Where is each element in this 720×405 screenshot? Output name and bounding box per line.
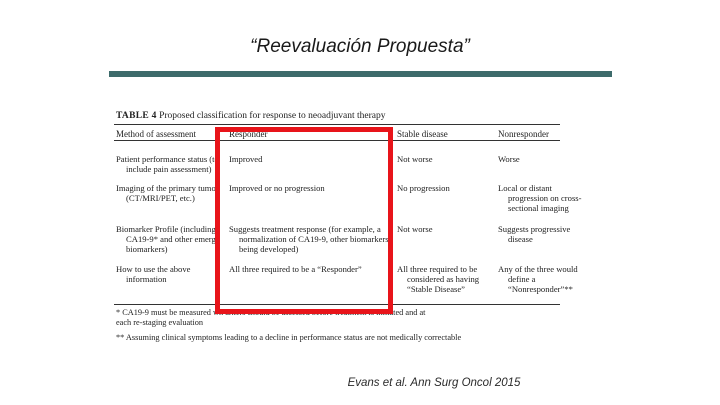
row1-stable: Not worse	[397, 154, 433, 164]
header-nonresponder: Nonresponder	[498, 129, 549, 139]
row1-method	[116, 154, 219, 174]
citation: Evans et al. Ann Surg Oncol 2015	[347, 377, 521, 389]
row2-nonresponder-line2: progression on cross-	[508, 193, 582, 203]
row3-stable: Not worse	[397, 224, 433, 234]
title-accent-bar	[109, 71, 612, 77]
row3-responder-line3: being developed)	[239, 244, 299, 254]
row3-method	[116, 224, 218, 254]
row4-stable-line3: “Stable Disease”	[407, 284, 465, 294]
row4-nonresponder-line1: Any of the three would	[498, 264, 578, 274]
row4-stable-line2: considered as having	[407, 274, 480, 284]
row2-method-line1: Imaging of the primary tumor	[116, 183, 219, 193]
header-responder: Responder	[229, 129, 268, 139]
row3-nonresponder-line1: Suggests progressive	[498, 224, 571, 234]
row2-nonresponder	[498, 183, 582, 213]
row3-method-line1: Biomarker Profile (including	[116, 224, 216, 234]
slide-title: “Reevaluación Propuesta”	[250, 36, 470, 57]
table-caption-label: TABLE 4	[116, 111, 157, 121]
row4-stable-line1: All three required to be	[397, 264, 478, 274]
row1-method-line2: include pain assessment)	[126, 164, 212, 174]
row4-stable	[397, 264, 479, 294]
row2-method-line2: (CT/MRI/PET, etc.)	[126, 193, 195, 203]
row2-method	[116, 183, 219, 203]
row4-method-line1: How to use the above	[116, 264, 191, 274]
table-caption	[116, 111, 385, 121]
row4-method-line2: information	[126, 274, 167, 284]
footnote-1-cont: each re-staging evaluation	[116, 318, 204, 327]
row2-nonresponder-line3: sectional imaging	[508, 203, 569, 213]
table-top-rule	[114, 124, 560, 125]
row3-method-line2: CA19-9* and other emergi	[126, 234, 219, 244]
row2-stable: No progression	[397, 183, 450, 193]
row1-nonresponder: Worse	[498, 154, 520, 164]
header-stable: Stable disease	[397, 129, 448, 139]
row4-nonresponder-line2: define a	[508, 274, 536, 284]
table-caption-text: Proposed classification for response to neoadjuvant therapy	[159, 111, 386, 121]
row4-method	[116, 264, 190, 284]
row4-responder: All three required to be a “Responder”	[229, 264, 362, 274]
row3-nonresponder	[498, 224, 570, 244]
row3-nonresponder-line2: disease	[508, 234, 533, 244]
row2-responder: Improved or no progression	[229, 183, 325, 193]
row2-nonresponder-line1: Local or distant	[498, 183, 552, 193]
row4-nonresponder-line3: “Nonresponder”**	[508, 284, 573, 294]
footnote-1: * CA19-9 must be measured wh arkers should be assessed before treatment is initiated and at	[116, 308, 426, 317]
row3-responder-line1: Suggests treatment response (for example, a	[229, 224, 381, 234]
header-method: Method of assessment	[116, 129, 196, 139]
row1-method-line1: Patient performance status (to	[116, 154, 219, 164]
row3-method-line3: biomarkers)	[126, 244, 168, 254]
responder-highlight-box	[215, 127, 393, 314]
footnote-2: ** Assuming clinical symptoms leading to a decline in performance status are not medically correctable	[116, 333, 462, 342]
row3-responder-line2: normalization of CA19-9, other biomarkers	[239, 234, 389, 244]
row4-nonresponder	[498, 264, 578, 294]
row1-responder: Improved	[229, 154, 263, 164]
